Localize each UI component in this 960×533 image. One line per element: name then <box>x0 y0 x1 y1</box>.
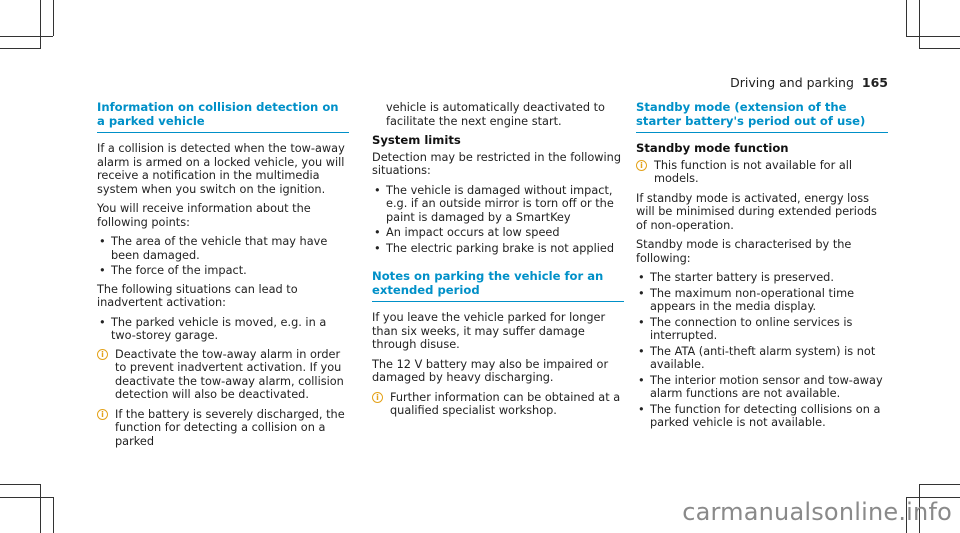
list-item: • An impact occurs at low speed <box>372 226 624 240</box>
bullet-list <box>372 184 624 256</box>
list-item: • The starter battery is preserved. <box>636 271 888 285</box>
section-heading: Standby mode (extension of the starter battery's period out of use) <box>636 100 866 128</box>
paragraph: Standby mode is characterised by the following: <box>636 238 852 265</box>
heading-rule <box>636 132 888 133</box>
note-text: If the battery is severely discharged, the function for detecting a collision on a parked <box>115 407 345 448</box>
page-header <box>730 75 888 90</box>
crop-mark <box>40 484 41 533</box>
column-1 <box>97 101 349 454</box>
heading-rule <box>97 132 349 133</box>
paragraph: If a collision is detected when the tow-away alarm is armed on a locked vehicle, you will receive a notification in the multimedia system when you switch on the ignition. <box>97 142 345 196</box>
note <box>636 159 888 186</box>
note-text: Deactivate the tow-away alarm in order to prevent inadvertent activation. If you deactivate the tow-away alarm, collision detection will also be deactivated. <box>115 347 344 401</box>
paragraph: You will receive information about the following points: <box>97 202 311 229</box>
crop-mark <box>53 0 54 36</box>
paragraph: Detection may be restricted in the following situations: <box>372 150 621 177</box>
list-item: • The interior motion sensor and tow-away alarm functions are not available. <box>636 374 888 401</box>
info-icon: i <box>372 392 383 403</box>
crop-mark <box>906 0 907 36</box>
list-item: • The electric parking brake is not applied <box>372 242 624 256</box>
list-item: • The connection to online services is interrupted. <box>636 316 888 343</box>
info-icon: i <box>97 409 108 420</box>
heading-rule <box>372 301 624 302</box>
note-text: This function is not available for all models. <box>654 158 853 185</box>
crop-mark <box>919 484 960 485</box>
note-text: Further information can be obtained at a qualified specialist workshop. <box>390 390 621 417</box>
list-item: • The area of the vehicle that may have been damaged. <box>97 235 349 262</box>
bullet-list <box>636 271 888 430</box>
section-heading: Notes on parking the vehicle for an extended period <box>372 269 604 297</box>
section-title: Driving and parking <box>730 75 854 90</box>
crop-mark <box>919 48 960 49</box>
crop-mark <box>906 36 960 37</box>
column-3 <box>636 101 888 435</box>
list-item: • The force of the impact. <box>97 264 349 278</box>
column-2 <box>372 101 624 424</box>
note <box>97 408 349 449</box>
bullet-list <box>97 316 349 343</box>
crop-mark <box>0 484 41 485</box>
paragraph: vehicle is automatically deactivated to facilitate the next engine start. <box>386 101 605 128</box>
subheading: System limits <box>372 133 461 147</box>
list-item: • The parked vehicle is moved, e.g. in a two-storey garage. <box>97 316 349 343</box>
note <box>372 391 624 418</box>
paragraph: If you leave the vehicle parked for longer than six weeks, it may suffer damage through disuse. <box>372 311 606 351</box>
crop-mark <box>40 0 41 48</box>
crop-mark <box>0 48 41 49</box>
info-icon: i <box>97 349 108 360</box>
paragraph: If standby mode is activated, energy loss will be minimised during extended periods of non-operation. <box>636 191 877 232</box>
list-item: • The vehicle is damaged without impact, e.g. if an outside mirror is torn off or the paint is damaged by a SmartKey <box>372 184 624 225</box>
paragraph: The 12 V battery may also be impaired or damaged by heavy discharging. <box>372 357 609 384</box>
watermark: carmanualsonline.info <box>682 498 952 526</box>
section-heading: Information on collision detection on a parked vehicle <box>97 100 339 128</box>
note <box>97 348 349 402</box>
crop-mark <box>53 497 54 533</box>
info-icon: i <box>636 160 647 171</box>
paragraph: The following situations can lead to inadvertent activation: <box>97 282 298 309</box>
crop-mark <box>919 0 920 48</box>
crop-mark <box>0 497 53 498</box>
list-item: • The maximum non-operational time appears in the media display. <box>636 287 888 314</box>
bullet-list <box>97 235 349 278</box>
list-item: • The function for detecting collisions on a parked vehicle is not available. <box>636 403 888 430</box>
subheading: Standby mode function <box>636 141 789 155</box>
list-item: • The ATA (anti-theft alarm system) is not available. <box>636 345 888 372</box>
crop-mark <box>0 36 53 37</box>
page-number: 165 <box>861 75 888 90</box>
